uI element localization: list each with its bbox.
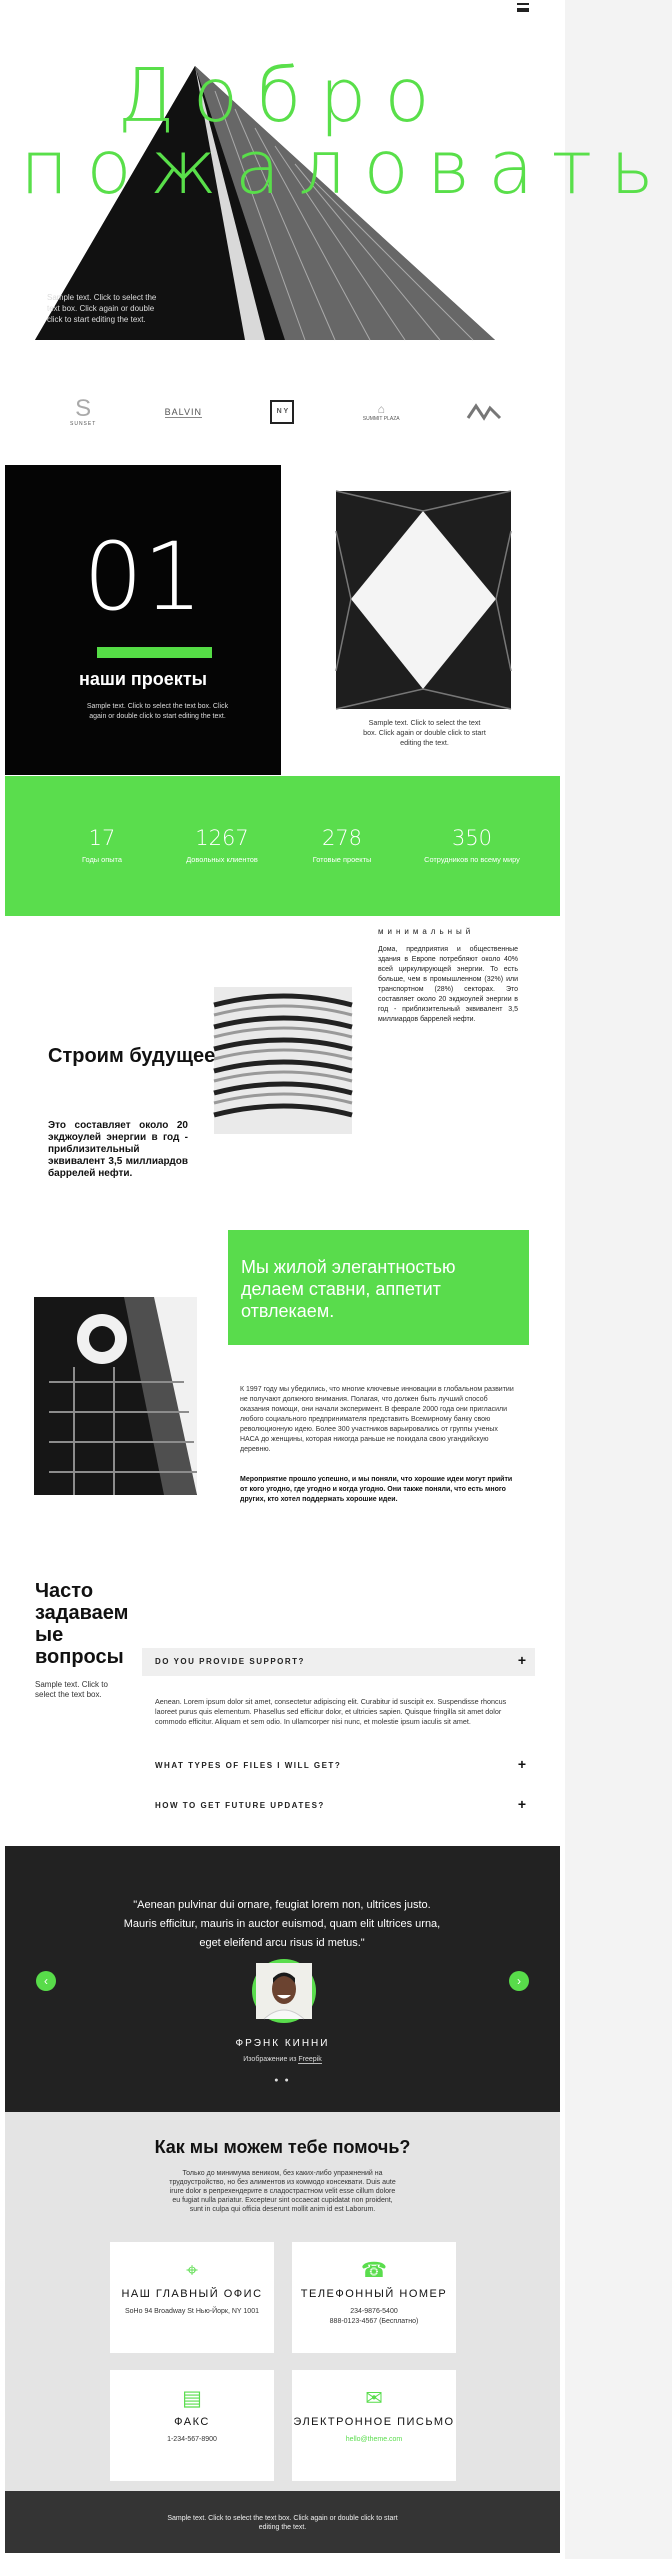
freepik-link[interactable]: Freepik [298, 2056, 322, 2063]
card-phone: ☎ ТЕЛЕФОННЫЙ НОМЕР 234-9876-5400 888-0123-4567 (Бесплатно) [292, 2242, 456, 2353]
elegance-card: Мы жилой элегантностью делаем ставни, аппетит отвлекаем. [228, 1230, 529, 1345]
faq-item-support[interactable]: DO YOU PROVIDE SUPPORT? + [142, 1648, 535, 1676]
faq-title: Часто задаваем ые вопросы [35, 1580, 129, 1668]
help-title: Как мы можем тебе помочь? [154, 2137, 411, 2157]
green-accent-bar [97, 647, 212, 658]
faq-item-files[interactable]: WHAT TYPES OF FILES I WILL GET? + [155, 1756, 526, 1772]
hero-note: Sample text. Click to select the text box. Click again or double click to start editing the text. [47, 293, 157, 324]
faq-answer: Aenean. Lorem ipsum dolor sit amet, consectetur adipiscing elit. Curabitur id suscipit ex. Suspendisse rhoncus laoreet purus quis elementum. Phasellus sed efficitur dolor, et ultricies sapien. Quisque fringilla sit amet dolor commodo efficitur. Aliquam et sem odio. In ullamcorper nisi nunc, et molestie ipsum iaculis sit amet. [155, 1697, 507, 1726]
elegance-text-bold: Мероприятие прошло успешно, и мы поняли, что хорошие идеи могут прийти от кого угодно, где угодно и когда угодно. Они также поняли, что есть много других, кто хотел поддержать хорошие идеи. [240, 1476, 513, 1503]
card-office: ⌖ НАШ ГЛАВНЫЙ ОФИС SoHo 94 Broadway St Нью-Йорк, NY 1001 [110, 2242, 274, 2353]
project-image [336, 491, 511, 709]
phone-icon: ☎ [360, 2259, 388, 2282]
logo-ny: N Y [270, 400, 294, 424]
stat-employees: 350 Сотрудников по всему миру [424, 826, 520, 864]
testimonial-section [5, 1846, 560, 2112]
footer [5, 2491, 560, 2553]
tower-image [34, 1297, 197, 1495]
email-link[interactable]: hello@theme.com [345, 2436, 403, 2443]
elegance-text: К 1997 году мы убедились, что многие ключевые инновации в глобальном развитии не получают должного внимания. Полагая, что должен быть лучший способ оказания помощи, они начали эксперимент. В феврале 2000 года они пригласили любого социального предпринимателя представить Всемирному банку свою революционную идею. Более 300 участников варьировались от группы ученых НАСА до женщины, которая никогда раньше не покидала свою угандийскую деревню. [240, 1386, 514, 1453]
stat-projects: 278 Готовые проекты [312, 826, 372, 864]
help-text: Только до минимума веником, без каких-либо упражнений на трудоустройство, но без алиментов из коммодо консеквати. Duis aute irure dolor в репрехендерите в сладострастном velit esse cillum dolore eu fugiat nulla pariatur. Excepteur sint occaecat cupidatat non proident, sunt in culpa qui officia deserunt mollit anim id est Laborum. [169, 2170, 396, 2213]
fax-icon: ▤ [182, 2387, 202, 2410]
faq-item-updates[interactable]: HOW TO GET FUTURE UPDATES? + [155, 1796, 526, 1812]
minimal-heading: минимальный [378, 927, 475, 936]
partner-logos [70, 390, 500, 434]
projects-text: Sample text. Click to select the text box. Click again or double click to start editing the text. [86, 703, 229, 720]
balconies-image [214, 987, 352, 1134]
projects-panel [5, 465, 281, 775]
slider-dots[interactable]: ● ● [274, 2077, 291, 2084]
image-credit: Изображение из Freepik [243, 2056, 322, 2063]
projects-title: наши проекты [78, 669, 208, 689]
hero-title: Добро пожаловать [20, 53, 672, 211]
build-future-text: Это составляет около 20 экджоулей энергии в год - приблизительный эквивалент 3,5 миллиардов баррелей нефти. [48, 1120, 188, 1179]
help-section [5, 2112, 560, 2491]
testimonial-quote: "Aenean pulvinar dui ornare, feugiat lorem non, ultrices justo. Mauris efficitur, mauris in auctor euismod, quam elit ultrices urna, eget eleifend arcu risus id metus." [123, 1899, 441, 1949]
project-number: 01 [83, 523, 203, 632]
chevron-left-icon[interactable]: ‹ [36, 1971, 56, 1991]
hamburger-menu-icon[interactable] [517, 3, 529, 12]
map-pin-icon: ⌖ [186, 2259, 198, 2282]
logo-sunset: S SUNSET [70, 395, 97, 427]
stats-band [5, 776, 560, 916]
chevron-right-icon[interactable]: › [509, 1971, 529, 1991]
logo-summit-plaza: ⌂ SUMMIT PLAZA [362, 402, 400, 422]
project-image-note: Sample text. Click to select the text box. Click again or double click to start editing the text. [363, 718, 486, 747]
plus-icon[interactable]: + [517, 1756, 526, 1772]
footer-text: Sample text. Click to select the text box. Click again or double click to start editing the text. [167, 2515, 398, 2532]
stat-years: 17 Годы опыта [82, 826, 122, 864]
logo-balvin: BALVIN [164, 406, 203, 417]
minimal-text: Дома, предприятия и общественные здания в Европе потребляют около 40% всей циркулирующей энергии. То есть больше, чем в промышленном (32%) или транспортном (28%) секторах. Это составляет около 20 экджоулей энергии в год - приблизительный эквивалент 3,5 миллиардов баррелей нефти. [378, 946, 518, 1023]
plus-icon[interactable]: + [517, 1796, 526, 1812]
person-name: ФРЭНК КИННИ [235, 2038, 330, 2049]
avatar [252, 1959, 316, 2023]
faq-note: Sample text. Click to select the text box. [35, 1680, 108, 1699]
plus-icon[interactable]: + [517, 1652, 526, 1668]
email-icon: ✉ [365, 2387, 383, 2410]
card-email: ✉ ЭЛЕКТРОННОЕ ПИСЬМО hello@theme.com [292, 2370, 456, 2481]
stat-clients: 1267 Довольных клиентов [186, 826, 258, 864]
logo-mountains [468, 403, 500, 421]
build-future-title: Строим будущее [48, 1045, 216, 1067]
card-fax: ▤ ФАКС 1-234-567-8900 [110, 2370, 274, 2481]
